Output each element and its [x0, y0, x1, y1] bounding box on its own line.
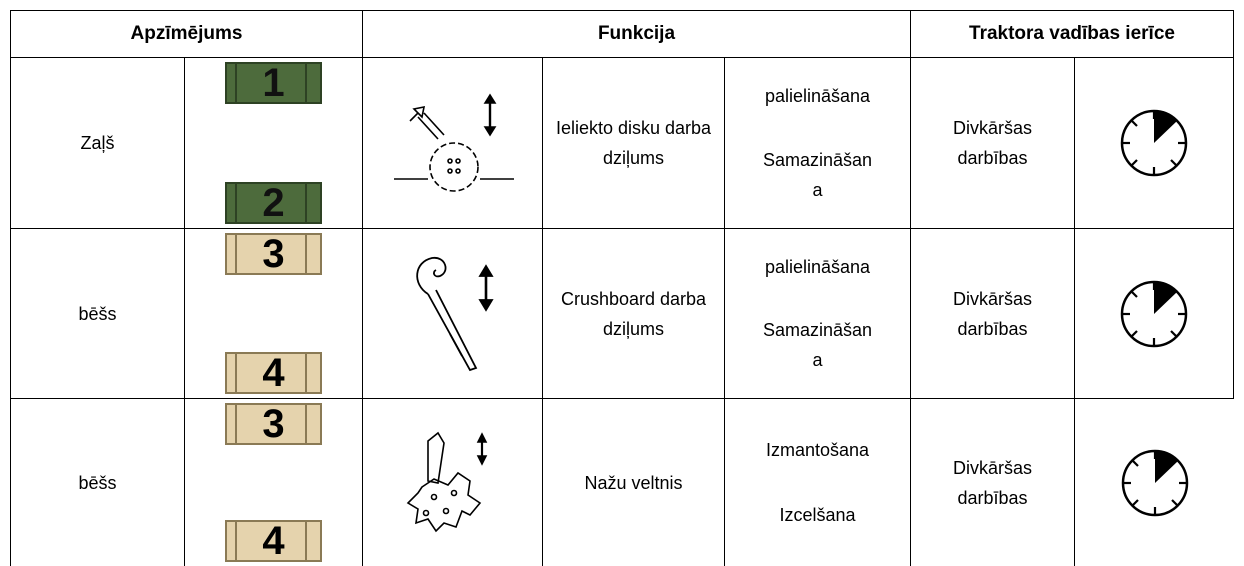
- hose-tag-1: 1: [225, 62, 322, 104]
- row1-color: Zaļš: [11, 58, 185, 229]
- row2-function-decrease: Samazināšan a: [762, 320, 873, 371]
- hose-tag-4: 4: [225, 520, 322, 562]
- function-table: [10, 10, 1234, 566]
- header-funkcija: Funkcija: [363, 11, 911, 58]
- double-acting-dial-icon: [1120, 448, 1190, 518]
- row1-function-increase: palielināšana: [764, 86, 871, 106]
- hose-tag-2: 2: [225, 182, 322, 224]
- row2-device-icon: [1075, 229, 1234, 399]
- row3-tags: [185, 399, 363, 566]
- row3-function-lower: Izmantošana: [765, 439, 870, 460]
- hose-tag-3: 3: [225, 403, 322, 445]
- row2-tags: [185, 229, 363, 399]
- row2-function-name: Crushboard darba dziļums: [543, 229, 725, 399]
- row2-device: Divkāršas darbības: [911, 229, 1075, 399]
- row3-device: Divkāršas darbības: [911, 399, 1075, 566]
- row1-function-decrease: Samazināšan a: [762, 150, 873, 200]
- knife-roller-icon: [398, 423, 508, 543]
- row1-device: Divkāršas darbības: [911, 58, 1075, 229]
- row3-functions: [725, 399, 911, 566]
- header-apzimejums: Apzīmējums: [11, 11, 363, 58]
- row2-functions: [725, 229, 911, 399]
- row3-function-name: Nažu veltnis: [543, 399, 725, 566]
- row2-function-increase: palielināšana: [764, 256, 871, 277]
- row3-symbol: [363, 399, 543, 566]
- row1-function-name: Ieliekto disku darba dziļums: [543, 58, 725, 229]
- row3-function-raise: Izcelšana: [779, 505, 856, 526]
- row1-device-icon: [1075, 58, 1234, 229]
- hose-tag-4: 4: [225, 352, 322, 394]
- row1-symbol: [363, 58, 543, 229]
- crushboard-icon: [398, 244, 508, 384]
- row1-tags: [185, 58, 363, 229]
- row2-color: bēšs: [11, 229, 185, 399]
- row2-symbol: [363, 229, 543, 399]
- double-acting-dial-icon: [1119, 279, 1189, 349]
- row3-device-icon: [1075, 399, 1234, 566]
- row1-functions: [725, 58, 911, 229]
- row3-color: bēšs: [11, 399, 185, 566]
- disc-harrow-depth-icon: [388, 83, 518, 203]
- hose-tag-3: 3: [225, 233, 322, 275]
- double-acting-dial-icon: [1119, 108, 1189, 178]
- header-traktora: Traktora vadības ierīce: [911, 11, 1234, 58]
